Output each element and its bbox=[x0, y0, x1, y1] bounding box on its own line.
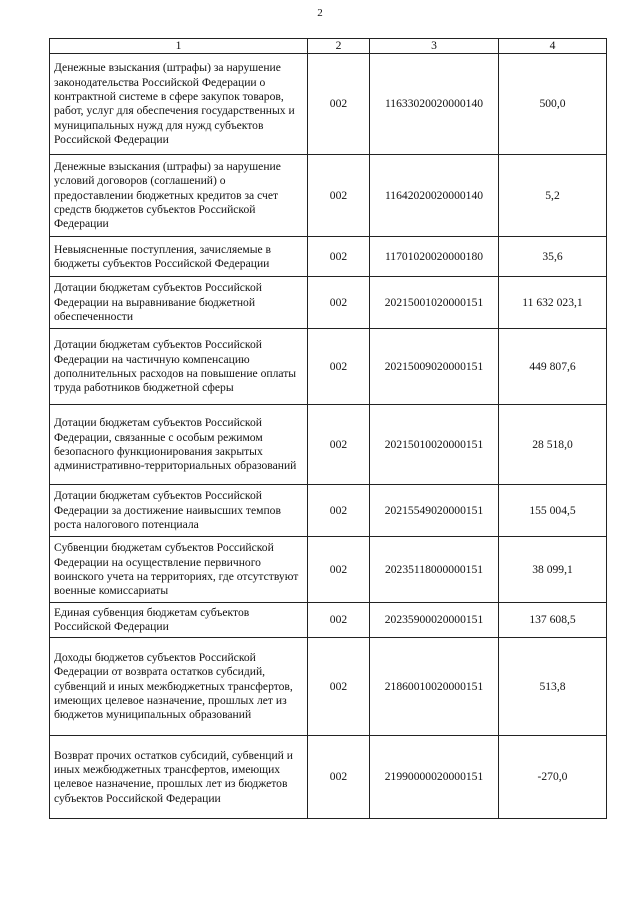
row-budget-code: 20215549020000151 bbox=[370, 485, 499, 537]
row-amount: 28 518,0 bbox=[499, 405, 607, 485]
row-amount: 137 608,5 bbox=[499, 603, 607, 638]
table-row bbox=[50, 736, 607, 819]
row-admin-code: 002 bbox=[308, 638, 370, 736]
row-description: Возврат прочих остатков субсидий, субвенций и иных межбюджетных трансфертов, имеющих целевое назначение, прошлых лет из бюджетов субъектов Российской Федерации bbox=[50, 736, 308, 819]
table-row bbox=[50, 405, 607, 485]
row-admin-code: 002 bbox=[308, 54, 370, 155]
row-amount: 5,2 bbox=[499, 155, 607, 237]
row-budget-code: 11642020020000140 bbox=[370, 155, 499, 237]
table-row bbox=[50, 329, 607, 405]
row-admin-code: 002 bbox=[308, 537, 370, 603]
table-row bbox=[50, 485, 607, 537]
row-amount: 35,6 bbox=[499, 237, 607, 277]
row-admin-code: 002 bbox=[308, 405, 370, 485]
row-admin-code: 002 bbox=[308, 237, 370, 277]
table-header-row bbox=[50, 39, 607, 54]
budget-revenue-table bbox=[49, 38, 607, 819]
column-header-3: 3 bbox=[370, 39, 499, 54]
table-row bbox=[50, 54, 607, 155]
row-budget-code: 11633020020000140 bbox=[370, 54, 499, 155]
page-number: 2 bbox=[317, 7, 323, 19]
row-amount: 500,0 bbox=[499, 54, 607, 155]
row-admin-code: 002 bbox=[308, 277, 370, 329]
table-row bbox=[50, 237, 607, 277]
row-description: Единая субвенция бюджетам субъектов Российской Федерации bbox=[50, 603, 308, 638]
row-amount: -270,0 bbox=[499, 736, 607, 819]
row-amount: 155 004,5 bbox=[499, 485, 607, 537]
row-description: Субвенции бюджетам субъектов Российской Федерации на осуществление первичного воинского учета на территориях, где отсутствуют военные комиссариаты bbox=[50, 537, 308, 603]
row-admin-code: 002 bbox=[308, 736, 370, 819]
column-header-4: 4 bbox=[499, 39, 607, 54]
row-amount: 38 099,1 bbox=[499, 537, 607, 603]
row-admin-code: 002 bbox=[308, 155, 370, 237]
row-amount: 11 632 023,1 bbox=[499, 277, 607, 329]
row-budget-code: 20215009020000151 bbox=[370, 329, 499, 405]
row-description: Денежные взыскания (штрафы) за нарушение условий договоров (соглашений) о предоставлении бюджетных кредитов за счет средств бюджетов субъектов Российской Федерации bbox=[50, 155, 308, 237]
row-admin-code: 002 bbox=[308, 603, 370, 638]
table-row bbox=[50, 277, 607, 329]
row-amount: 449 807,6 bbox=[499, 329, 607, 405]
table-row bbox=[50, 155, 607, 237]
column-header-2: 2 bbox=[308, 39, 370, 54]
row-budget-code: 20215001020000151 bbox=[370, 277, 499, 329]
row-description: Дотации бюджетам субъектов Российской Федерации, связанные с особым режимом безопасного функционирования закрытых административно-территориальных образований bbox=[50, 405, 308, 485]
row-amount: 513,8 bbox=[499, 638, 607, 736]
row-budget-code: 20235118000000151 bbox=[370, 537, 499, 603]
row-description: Денежные взыскания (штрафы) за нарушение законодательства Российской Федерации о контрактной системе в сфере закупок товаров, работ, услуг для обеспечения государственных и муниципальных нужд для нужд субъектов Российской Федерации bbox=[50, 54, 308, 155]
column-header-1: 1 bbox=[50, 39, 308, 54]
table-row bbox=[50, 638, 607, 736]
row-budget-code: 21990000020000151 bbox=[370, 736, 499, 819]
row-budget-code: 21860010020000151 bbox=[370, 638, 499, 736]
row-budget-code: 11701020020000180 bbox=[370, 237, 499, 277]
row-description: Невыясненные поступления, зачисляемые в бюджеты субъектов Российской Федерации bbox=[50, 237, 308, 277]
row-description: Доходы бюджетов субъектов Российской Федерации от возврата остатков субсидий, субвенций и иных межбюджетных трансфертов, имеющих целевое назначение, прошлых лет из бюджетов муниципальных образований bbox=[50, 638, 308, 736]
row-admin-code: 002 bbox=[308, 329, 370, 405]
row-budget-code: 20235900020000151 bbox=[370, 603, 499, 638]
row-description: Дотации бюджетам субъектов Российской Федерации на частичную компенсацию дополнительных расходов на повышение оплаты труда работников бюджетной сферы bbox=[50, 329, 308, 405]
row-description: Дотации бюджетам субъектов Российской Федерации за достижение наивысших темпов роста налогового потенциала bbox=[50, 485, 308, 537]
table-row bbox=[50, 603, 607, 638]
table-row bbox=[50, 537, 607, 603]
row-budget-code: 20215010020000151 bbox=[370, 405, 499, 485]
row-description: Дотации бюджетам субъектов Российской Федерации на выравнивание бюджетной обеспеченности bbox=[50, 277, 308, 329]
row-admin-code: 002 bbox=[308, 485, 370, 537]
